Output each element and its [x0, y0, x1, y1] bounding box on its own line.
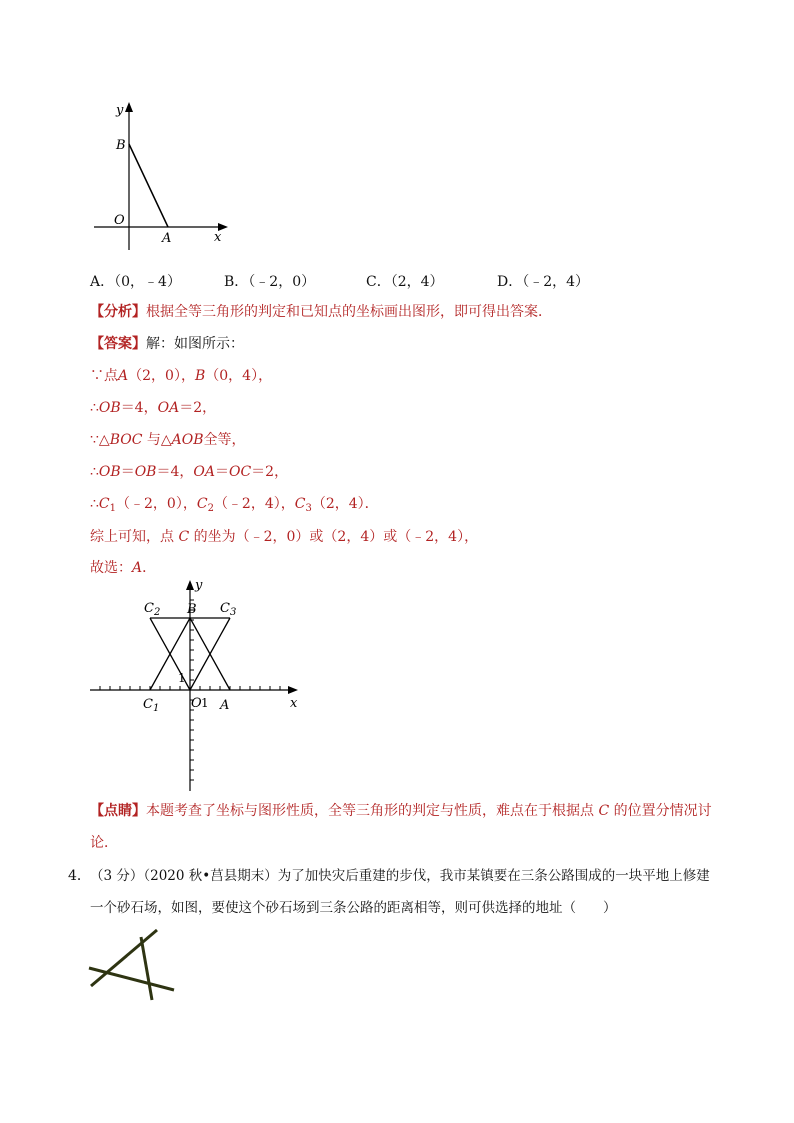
- sol5-c3: C: [294, 496, 306, 512]
- choice-c: [366, 271, 444, 291]
- sol2-pre: ∴: [90, 400, 99, 416]
- sol5-c2: C: [196, 496, 208, 512]
- sol1-bv: （0，4），: [205, 368, 273, 384]
- choice-d-value: （﹣2，4）: [522, 274, 590, 290]
- choice-b-value: （﹣2，0）: [248, 274, 316, 290]
- fig1-a-label: A: [162, 231, 172, 246]
- solution-line-1: [90, 366, 272, 386]
- sol5-pre: ∴: [90, 496, 99, 512]
- choice-b: [224, 271, 315, 291]
- q4-number: 4．: [68, 868, 91, 884]
- fig2-o-label: O: [191, 696, 202, 711]
- fig2-y-arrow: [186, 580, 194, 590]
- sol4-eq2: ＝: [214, 464, 229, 480]
- fig2-c1-label: $C_1$: [143, 697, 160, 714]
- sol2-ob: OB: [98, 400, 121, 416]
- sol1-pre: ∵点: [90, 368, 118, 384]
- sol1-av: （2，0），: [128, 368, 195, 384]
- solution-line-6: [90, 527, 478, 547]
- sol3-pre: ∵△: [90, 432, 110, 448]
- sol5-s3: 3: [305, 503, 312, 514]
- choice-d-letter: D．: [497, 274, 523, 290]
- sol3-aob: AOB: [171, 432, 204, 448]
- sol5-s1: 1: [109, 503, 117, 514]
- comment-tag: 【点睛】: [90, 803, 146, 819]
- sol7-pre: 故选：: [90, 560, 132, 576]
- comment-line-1: [90, 801, 712, 821]
- choice-b-letter: B．: [224, 274, 249, 290]
- sol3-end: 全等，: [203, 432, 246, 448]
- q4-line-1: （3 分）（2020 秋•莒县期末）为了加快灾后重建的步伐，我市某镇要在三条公路围成的一块平地上修建: [90, 868, 710, 884]
- comment-text-3: 论．: [90, 835, 118, 851]
- choice-a-letter: A．: [90, 274, 115, 290]
- fig2-x-arrow: [288, 686, 298, 694]
- fig1-b-label: B: [116, 138, 126, 153]
- choice-c-value: （2，4）: [390, 274, 444, 290]
- sol6-pre: 综上可知，点: [90, 529, 179, 545]
- sol2-eq2: ＝2，: [179, 400, 217, 416]
- sol5-s2: 2: [207, 503, 214, 514]
- comment-text-1: 本题考查了坐标与图形性质，全等三角形的判定与性质，难点在于根据点: [146, 803, 599, 819]
- sol3-mid: 与△: [142, 432, 172, 448]
- fig1-y-label: y: [116, 103, 124, 118]
- fig2-a-label: A: [220, 698, 230, 713]
- analysis-tag: 【分析】: [90, 304, 146, 320]
- fig2-y-label: y: [195, 578, 203, 593]
- solution-line-4: [90, 462, 288, 482]
- choice-c-letter: C．: [366, 274, 391, 290]
- sol4-pre: ∴: [90, 464, 99, 480]
- figure-3-roads: [84, 924, 184, 1008]
- fig1-segment-ba: [129, 144, 168, 227]
- comment-text-2: 的位置分情况讨: [609, 803, 712, 819]
- sol4-v2: ＝2，: [251, 464, 289, 480]
- sol1-b: B: [194, 368, 206, 384]
- solution-line-2: [90, 398, 216, 418]
- sol4-eq: ＝: [120, 464, 135, 480]
- sol6-mid: 的坐为（﹣2，0）或（2，4）或（﹣2，4），: [189, 529, 479, 545]
- analysis-line: [90, 302, 552, 322]
- figure-2-grid: [86, 576, 310, 796]
- sol7-a: A: [132, 560, 143, 576]
- road-3: [141, 937, 152, 1000]
- fig1-x-label: x: [214, 230, 222, 245]
- answer-line: [90, 334, 244, 354]
- sol5-v2: （﹣2，4），: [213, 496, 295, 512]
- fig2-x-label: x: [290, 696, 298, 711]
- q4-line-2: 一个砂石场，如图，要使这个砂石场到三条公路的距离相等，则可供选择的地址（ ）: [90, 900, 617, 916]
- sol5-v1: （﹣2，0），: [116, 496, 197, 512]
- sol4-ob: OB: [98, 464, 121, 480]
- analysis-text: 根据全等三角形的判定和已知点的坐标画出图形，即可得出答案．: [146, 304, 552, 320]
- sol5-c1: C: [98, 496, 110, 512]
- sol4-oa: OA: [193, 464, 215, 480]
- fig2-c2-label: $C_2$: [144, 601, 161, 618]
- sol6-c: C: [178, 529, 190, 545]
- answer-text: 解：如图所示：: [146, 336, 244, 352]
- sol1-a: A: [118, 368, 129, 384]
- solution-line-7: [90, 558, 156, 578]
- sol4-v: ＝4，: [156, 464, 194, 480]
- comment-c: C: [598, 803, 610, 819]
- sol4-ob2: OB: [134, 464, 157, 480]
- sol5-v3: （2，4）．: [311, 496, 379, 512]
- sol2-oa: OA: [157, 400, 180, 416]
- fig2-one-y-label: 1: [178, 671, 186, 685]
- figure-1-axes: [88, 100, 238, 260]
- fig1-o-label: O: [114, 213, 125, 228]
- sol2-eq1: ＝4，: [120, 400, 158, 416]
- choice-a: [90, 271, 181, 291]
- comment-line-2: [90, 833, 118, 853]
- solution-line-3: [90, 430, 246, 450]
- choice-d: [497, 271, 589, 291]
- choice-a-value: （0，﹣4）: [114, 274, 181, 290]
- fig2-c3-label: $C_3$: [220, 601, 237, 618]
- fig2-one-x-label: 1: [201, 696, 209, 710]
- fig1-y-arrow: [125, 102, 133, 112]
- answer-tag: 【答案】: [90, 336, 146, 352]
- sol3-boc: BOC: [109, 432, 143, 448]
- sol7-end: ．: [142, 560, 157, 576]
- fig2-b-label: B: [187, 602, 197, 617]
- solution-line-5: [90, 494, 379, 519]
- road-2: [89, 968, 174, 990]
- sol4-oc: OC: [228, 464, 252, 480]
